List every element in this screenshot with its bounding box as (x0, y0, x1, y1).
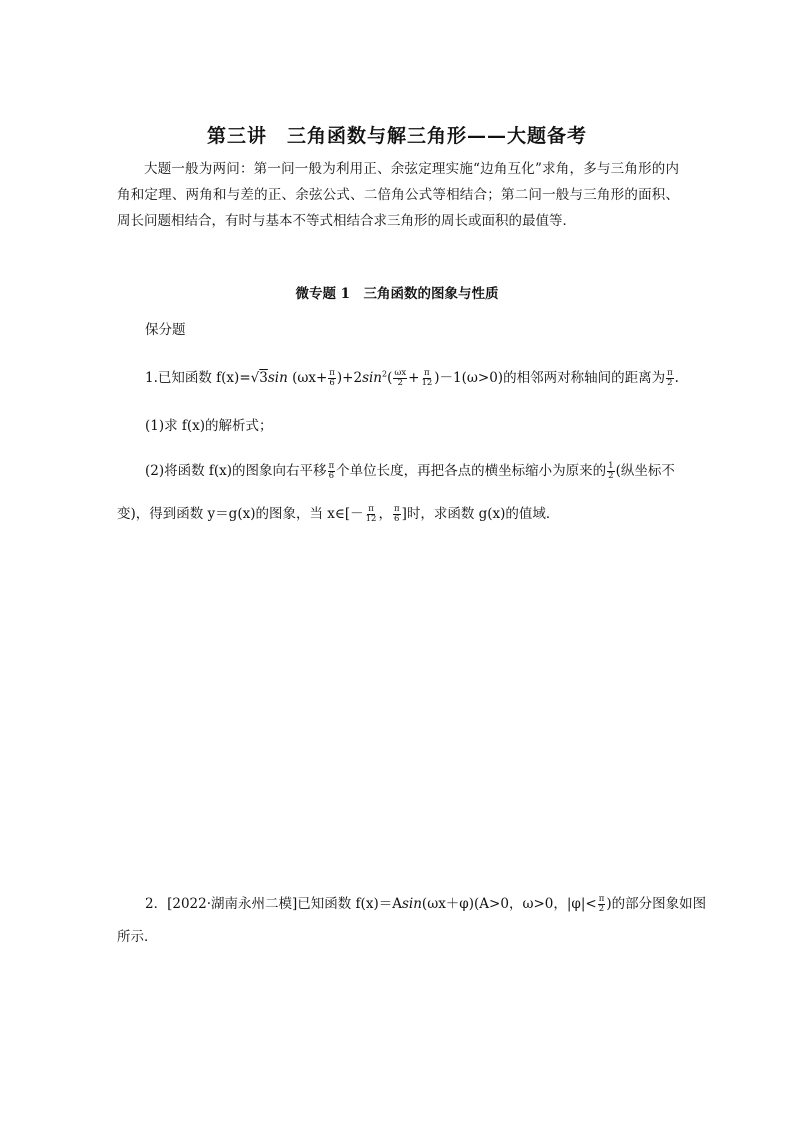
numerator: 1 (608, 461, 614, 471)
numerator: π (328, 461, 335, 471)
intro-paragraph: 大题一般为两问：第一问一般为利用正、余弦定理实施“边角互化”求角，多与三角形的内角和定理、两角和与差的正、余弦公式、二倍角公式等相结合；第二问一般与三角形的面积、周长问题相结合，有时与基本不等式相结合求三角形的周长或面积的最值等． (117, 161, 679, 229)
q1-text: . (674, 370, 679, 386)
denominator: 12 (365, 514, 377, 524)
q2-text: 2．[2022·湖南永州二模]已知函数 f(x)＝A (145, 896, 402, 912)
numerator: π (393, 504, 400, 514)
numerator: π (424, 368, 430, 378)
denominator: 2 (667, 378, 673, 388)
page-title: 第三讲 三角函数与解三角形——大题备考 (206, 125, 587, 147)
q1-text: (ωx+ (287, 370, 328, 386)
q1-text: + (408, 370, 420, 386)
denominator: 6 (394, 514, 400, 524)
sqrt-radicand: 3 (259, 370, 268, 386)
fraction-pi-over-2 (666, 369, 674, 388)
fraction-pi-over-12 (420, 369, 433, 388)
numerator: ωx (394, 368, 407, 378)
sin-function: sin (401, 896, 422, 912)
q1p2-text: (纵坐标不 (615, 463, 675, 479)
q2-text: (ωx＋φ)(A>0，ω>0，|φ|< (421, 896, 597, 912)
q1p2-text: 个单位长度，再把各点的横坐标缩小为原来的 (336, 463, 607, 479)
q1p2-text: 变)，得到函数 y＝g(x)的图象，当 x∈[－ (117, 506, 364, 522)
fraction-pi-over-6 (393, 505, 401, 524)
q1p2-text: ]时，求函数 g(x)的值域． (401, 506, 560, 522)
exponent: 2 (382, 369, 388, 379)
q1p2-text: ， (378, 506, 392, 522)
numerator: π (329, 368, 335, 378)
numerator: π (368, 504, 374, 514)
denominator: 2 (608, 471, 614, 481)
q1-text: )+2 (336, 370, 363, 386)
question-1-part-1: (1)求 f(x)的解析式； (145, 418, 273, 434)
denominator: 2 (598, 904, 605, 914)
question-1-part-2-line-2 (117, 502, 559, 524)
fraction-pi-over-2 (598, 895, 606, 914)
q1p2-text: (2)将函数 f(x)的图象向右平移 (145, 463, 327, 479)
question-2-line-1 (145, 892, 706, 914)
category-label: 保分题 (145, 322, 186, 338)
fraction-pi-over-6 (328, 369, 336, 388)
fraction-wx-over-2 (393, 369, 407, 388)
denominator: 6 (328, 471, 335, 481)
sqrt-symbol: √ (250, 370, 260, 386)
question-2-line-2: 所示． (117, 929, 158, 945)
question-1 (145, 366, 679, 388)
q1-text: 1.已知函数 f(x)= (145, 370, 251, 386)
q1-text: ( (387, 370, 393, 386)
denominator: 12 (421, 378, 433, 388)
numerator: π (598, 894, 605, 904)
question-1-part-2-line-1 (145, 459, 675, 481)
sin-function: sin (362, 370, 383, 386)
q1-text: )－1(ω>0)的相邻两对称轴间的距离为 (434, 370, 666, 386)
denominator: 2 (397, 378, 403, 388)
section-title: 微专题 1 三角函数的图象与性质 (295, 286, 499, 302)
fraction-pi-over-12 (365, 505, 378, 524)
numerator: π (667, 368, 673, 378)
denominator: 6 (329, 378, 335, 388)
fraction-pi-over-6 (328, 462, 336, 481)
q2-text: )的部分图象如图 (606, 896, 707, 912)
fraction-1-over-2 (607, 462, 614, 481)
sin-function: sin (267, 370, 288, 386)
